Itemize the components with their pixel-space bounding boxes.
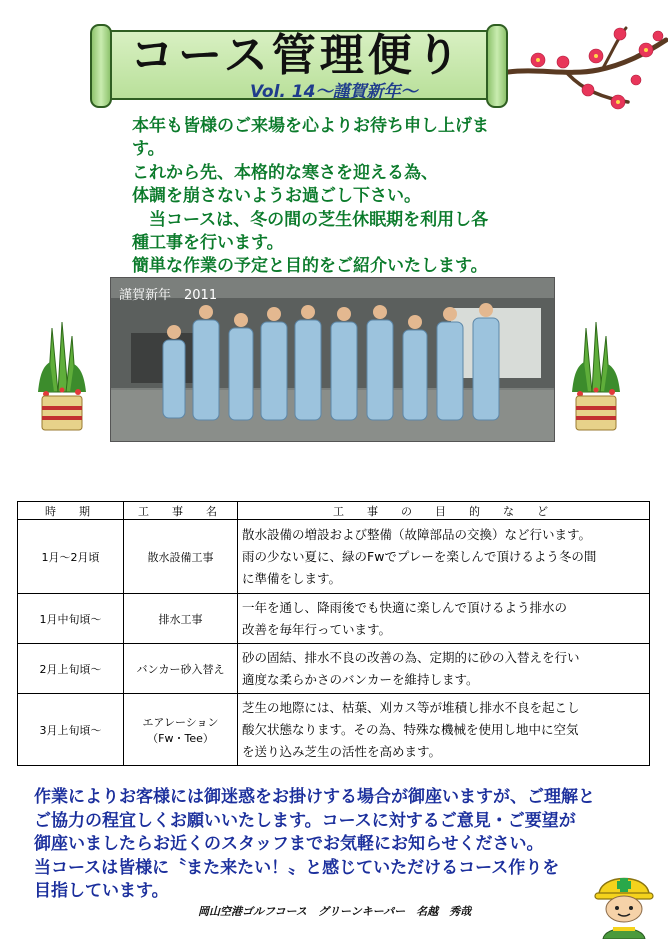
cell-period: 3月上旬頃～ (18, 694, 124, 766)
cell-purpose (238, 644, 650, 694)
cell-period: 2月上旬頃～ (18, 644, 124, 694)
signature: 岡山空港ゴルフコース グリーンキーパー 名越 秀哉 (198, 905, 472, 918)
scroll-roll-right (486, 24, 508, 108)
cell-period: 1月中旬頃～ (18, 594, 124, 644)
photo-caption: 謹賀新年 2011 (119, 288, 218, 303)
table-row (18, 694, 650, 766)
purpose-line: 改善を毎年行っています。 (242, 621, 392, 637)
purpose-line: 一年を通し、降雨後でも快適に楽しんで頂けるよう排水の (242, 599, 568, 615)
purpose-line: を送り込み芝生の活性を高めます。 (242, 743, 442, 759)
kadomatsu-icon (34, 322, 90, 432)
table-row (18, 520, 650, 594)
work-name-main: エアレーション (142, 715, 219, 729)
intro-line: す。 (132, 139, 165, 160)
staff-photo (110, 277, 555, 442)
column-header-period: 時 期 (18, 502, 124, 520)
work-name-sub: （Fw・Tee） (147, 731, 214, 745)
cell-purpose (238, 594, 650, 644)
table-row (18, 594, 650, 644)
purpose-line: 砂の固結、排水不良の改善の為、定期的に砂の入替えを行い (242, 649, 580, 665)
purpose-line: に準備をします。 (242, 570, 342, 586)
cell-work-name (124, 694, 238, 766)
purpose-line: 散水設備の増設および整備（故障部品の交換）など行います。 (242, 526, 592, 542)
safety-helmet-worker-icon (589, 863, 659, 939)
purpose-line: 酸欠状態なります。その為、特殊な機械を使用し地中に空気 (242, 721, 579, 737)
work-schedule-table (17, 501, 650, 766)
closing-line: 当コースは皆様に〝また来たい！〟と感じていただけるコース作りを (34, 857, 560, 878)
intro-line: 当コースは、冬の間の芝生休眠期を利用し各 (132, 209, 489, 230)
intro-text (132, 115, 552, 279)
title-banner (90, 22, 510, 110)
intro-line: 本年も皆様のご来場を心よりお待ち申し上げま (132, 116, 489, 136)
closing-line: 目指しています。 (34, 881, 169, 902)
intro-line: これから先、本格的な寒さを迎える為、 (132, 162, 438, 183)
cell-purpose (238, 520, 650, 594)
cell-work-name: 排水工事 (124, 594, 238, 644)
intro-line: 体調を崩さないようお過ごし下さい。 (132, 186, 421, 207)
column-header-work-name: 工 事 名 (124, 502, 238, 520)
closing-line: 作業によりお客様には御迷惑をお掛けする場合が御座いますが、ご理解と (34, 787, 595, 807)
closing-line: 御座いましたらお近くのスタッフまでお気軽にお知らせください。 (34, 834, 544, 855)
cell-period: 1月～2月頃 (18, 520, 124, 594)
page-subtitle: Vol. 14～謹賀新年～ (250, 82, 418, 102)
scroll-roll-left (90, 24, 112, 108)
purpose-line: 雨の少ない夏に、緑のFwでプレーを楽しんで頂けるよう冬の間 (242, 548, 597, 564)
closing-line: ご協力の程宜しくお願いいたします。コースに対するご意見・ご要望が (34, 810, 576, 831)
column-header-purpose: 工 事 の 目 的 な ど (238, 502, 650, 520)
kadomatsu-icon (568, 322, 624, 432)
intro-line: 種工事を行います。 (132, 233, 284, 254)
cell-work-name: 散水設備工事 (124, 520, 238, 594)
plum-blossom-branch-icon (508, 20, 668, 120)
page-title: コース管理便り (130, 30, 464, 81)
table-row (18, 644, 650, 694)
purpose-line: 芝生の地際には、枯葉、刈カス等が堆積し排水不良を起こし (242, 699, 580, 715)
cell-purpose (238, 694, 650, 766)
intro-line: 簡単な作業の予定と目的をご紹介いたします。 (132, 256, 488, 277)
cell-work-name: バンカー砂入替え (124, 644, 238, 694)
table-header-row (18, 502, 650, 520)
closing-message (34, 786, 624, 904)
purpose-line: 適度な柔らかさのバンカーを維持します。 (242, 671, 479, 687)
